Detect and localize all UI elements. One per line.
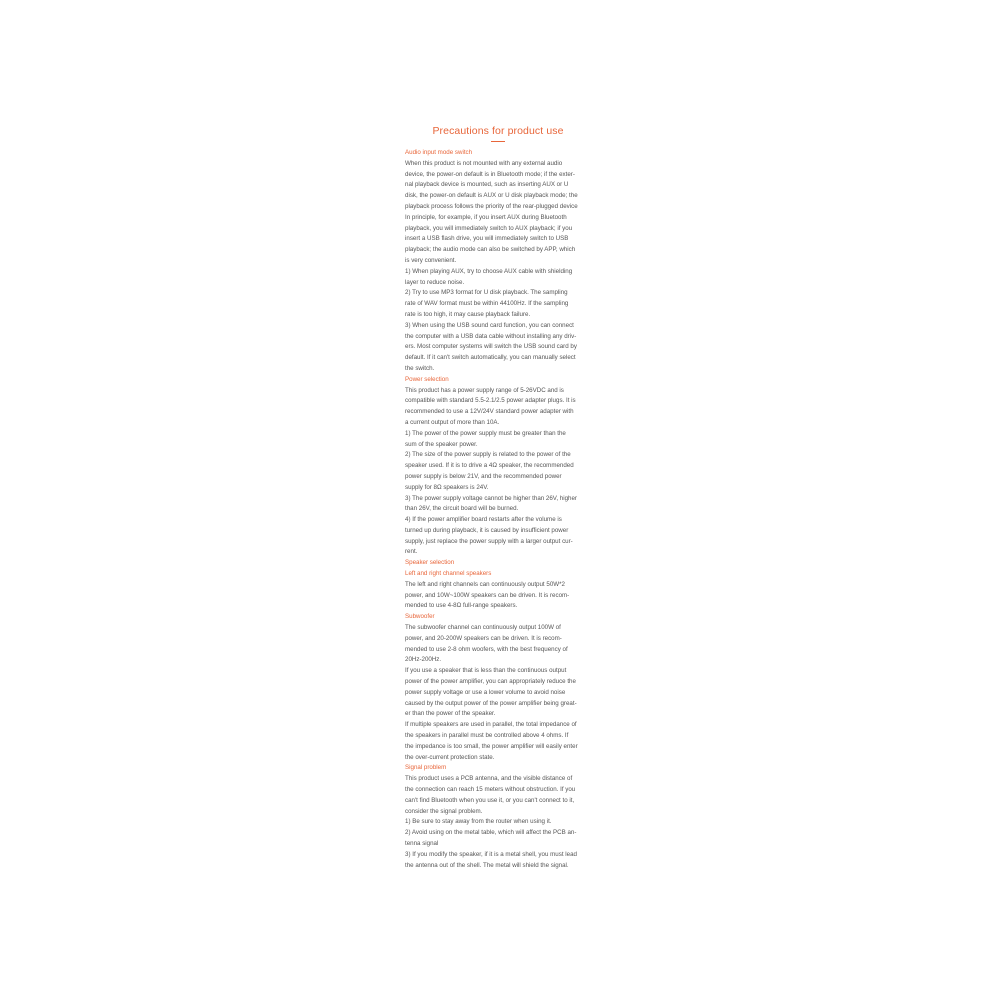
title-underline	[491, 141, 505, 142]
text-line: nal playback device is mounted, such as inserting AUX or U	[405, 181, 569, 189]
text-line: sum of the speaker power.	[405, 440, 478, 448]
text-line: rate is too high, it may cause playback failure.	[405, 310, 531, 318]
text-line: the speakers in parallel must be controlled above 4 ohms. If	[405, 732, 569, 740]
text-line: power, and 20-200W speakers can be driven. It is recom-	[405, 634, 562, 642]
text-line: 3) The power supply voltage cannot be higher than 26V, higher	[405, 494, 577, 502]
text-line: The left and right channels can continuously output 50W*2	[405, 580, 565, 588]
text-line: 4) If the power amplifier board restarts after the volume is	[405, 516, 562, 524]
text-line: the over-current protection state.	[405, 753, 495, 761]
text-line: power of the power amplifier, you can appropriately reduce the	[405, 678, 576, 686]
section-heading: Subwoofer	[405, 613, 435, 621]
text-line: 3) When using the USB sound card function, you can connect	[405, 321, 574, 329]
section-heading: Signal problem	[405, 764, 447, 772]
text-line: The subwoofer channel can continuously output 100W of	[405, 624, 561, 632]
text-line: the antenna out of the shell. The metal will shield the signal.	[405, 861, 569, 869]
section-heading: Audio input mode switch	[405, 149, 473, 156]
text-line: In principle, for example, if you insert AUX during Bluetooth	[405, 213, 567, 221]
text-line: power, and 10W~100W speakers can be driven. It is recom-	[405, 591, 570, 599]
text-line: rate of WAV format must be within 44100Hz. If the sampling	[405, 300, 569, 308]
text-line: speaker used. If it is to drive a 4Ω speaker, the recommended	[405, 462, 574, 470]
text-line: playback, you will immediately switch to AUX playback; if you	[405, 224, 573, 232]
text-line: playback; the audio mode can also be switched by APP, which	[405, 246, 576, 254]
text-line: recommended to use a 12V/24V standard power adapter with	[405, 408, 574, 416]
text-line: 1) Be sure to stay away from the router when using it.	[405, 818, 552, 826]
page-title: Precautions for product use	[432, 125, 564, 137]
text-line: layer to reduce noise.	[405, 278, 465, 286]
text-line: consider the signal problem.	[405, 807, 483, 815]
text-line: mended to use 4-8Ω full-range speakers.	[405, 602, 518, 610]
text-line: supply, just replace the power supply with a larger output cur-	[405, 537, 573, 545]
text-line: disk, the power-on default is AUX or U disk playback mode; the	[405, 192, 578, 200]
text-line: 20Hz-200Hz.	[405, 656, 442, 664]
text-line: er than the power of the speaker.	[405, 710, 496, 718]
text-line: power supply is below 21V, and the recommended power	[405, 472, 562, 480]
text-line: mended to use 2-8 ohm woofers, with the best frequency of	[405, 645, 568, 653]
text-line: 2) Avoid using on the metal table, which will affect the PCB an-	[405, 829, 577, 837]
text-line: When this product is not mounted with any external audio	[405, 159, 563, 167]
text-line: 2) The size of the power supply is related to the power of the	[405, 451, 571, 459]
text-line: power supply voltage or use a lower volume to avoid noise	[405, 688, 566, 696]
text-line: than 26V, the circuit board will be burned.	[405, 505, 519, 513]
text-line: turned up during playback, it is caused by insufficient power	[405, 526, 569, 534]
text-line: supply for 8Ω speakers is 24V.	[405, 483, 489, 491]
text-content	[405, 148, 591, 871]
document-body	[405, 124, 591, 871]
section-heading: Speaker selection	[405, 559, 455, 567]
text-line: rent.	[405, 548, 418, 556]
text-line: If multiple speakers are used in parallel, the total impedance of	[405, 721, 577, 729]
text-line: the connection can reach 15 meters without obstruction. If you	[405, 786, 576, 794]
section-heading: Left and right channel speakers	[405, 570, 492, 578]
text-line: compatible with standard 5.5-2.1/2.5 power adapter plugs. It is	[405, 397, 576, 405]
text-line: playback process follows the priority of the rear-plugged device	[405, 202, 578, 210]
text-line: can't find Bluetooth when you use it, or you can't connect to it,	[405, 796, 575, 804]
text-line: 1) The power of the power supply must be greater than the	[405, 429, 566, 437]
text-line: caused by the output power of the power amplifier being great-	[405, 699, 577, 707]
text-line: This product has a power supply range of 5-26VDC and is	[405, 386, 564, 394]
text-line: ers. Most computer systems will switch the USB sound card by	[405, 343, 577, 351]
text-line: a current output of more than 10A.	[405, 418, 500, 426]
text-line: tenna signal	[405, 840, 439, 847]
text-line: the impedance is too small, the power amplifier will easily enter	[405, 742, 578, 750]
text-line: This product uses a PCB antenna, and the visible distance of	[405, 775, 573, 783]
text-line: 3) If you modify the speaker, if it is a metal shell, you must lead	[405, 850, 577, 858]
text-line: 1) When playing AUX, try to choose AUX cable with shielding	[405, 267, 573, 275]
text-line: device, the power-on default is in Bluetooth mode; if the exter-	[405, 170, 575, 178]
text-line: is very convenient.	[405, 256, 457, 264]
text-line: insert a USB flash drive, you will immediately switch to USB	[405, 235, 569, 243]
text-line: default. If it can't switch automatically, you can manually select	[405, 354, 576, 362]
section-heading: Power selection	[405, 375, 449, 383]
text-line: the switch.	[405, 364, 435, 372]
text-line: If you use a speaker that is less than the continuous output	[405, 667, 567, 675]
text-line: the computer with a USB data cable without installing any driv-	[405, 332, 577, 340]
text-line: 2) Try to use MP3 format for U disk playback. The sampling	[405, 289, 568, 297]
